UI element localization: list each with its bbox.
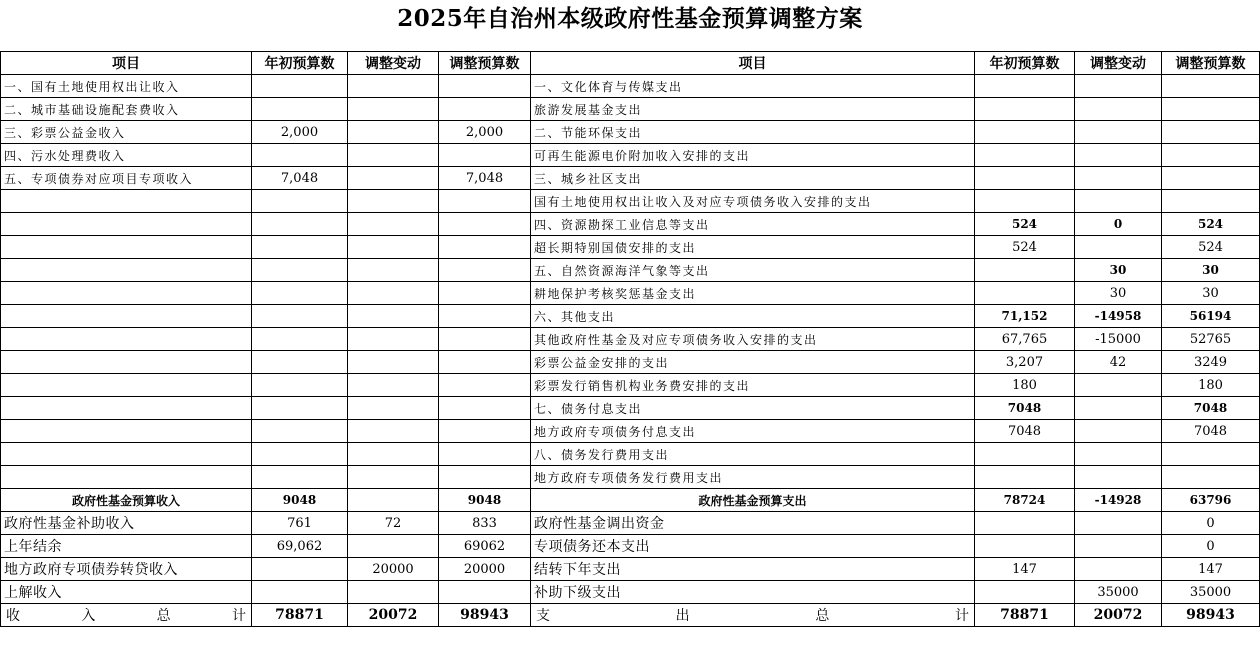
income-adjusted-value xyxy=(439,259,531,282)
income-adjustment-value xyxy=(348,305,439,328)
income-adjusted-value xyxy=(439,328,531,351)
income-adjustment-value xyxy=(348,351,439,374)
total-label-char: 收 xyxy=(6,608,20,624)
income-item-label xyxy=(1,443,252,466)
expense-initial-value xyxy=(975,144,1075,167)
header-adjusted-budget: 调整预算数 xyxy=(439,52,531,75)
income-initial-value xyxy=(252,98,348,121)
income-adjusted-value xyxy=(439,466,531,489)
expense-adjusted-value: 7048 xyxy=(1162,420,1260,443)
expense-item-label: 彩票公益金安排的支出 xyxy=(531,351,975,374)
expense-initial-value: 7048 xyxy=(975,397,1075,420)
income-item-label: 地方政府专项债券转贷收入 xyxy=(1,558,252,581)
income-adjustment-value: 72 xyxy=(348,512,439,535)
expense-adjusted-value: 35000 xyxy=(1162,581,1260,604)
expense-initial-value xyxy=(975,466,1075,489)
income-initial-value xyxy=(252,558,348,581)
expense-initial-value xyxy=(975,512,1075,535)
income-initial-value xyxy=(252,305,348,328)
table-row xyxy=(1,328,1260,351)
expense-initial-value: 180 xyxy=(975,374,1075,397)
table-row xyxy=(1,581,1260,604)
expense-item-label: 补助下级支出 xyxy=(531,581,975,604)
income-adjustment-value xyxy=(348,190,439,213)
income-item-label xyxy=(1,328,252,351)
expense-adjustment-value xyxy=(1075,374,1162,397)
table-row xyxy=(1,397,1260,420)
expense-initial-value xyxy=(975,167,1075,190)
page-title: 2025年自治州本级政府性基金预算调整方案 xyxy=(397,5,863,32)
table-row xyxy=(1,121,1260,144)
expense-initial-value: 7048 xyxy=(975,420,1075,443)
expense-adjustment-value xyxy=(1075,466,1162,489)
income-adjustment-value xyxy=(348,328,439,351)
income-adjustment-value xyxy=(348,236,439,259)
expense-item-label: 六、其他支出 xyxy=(531,305,975,328)
expense-item-label: 超长期特别国债安排的支出 xyxy=(531,236,975,259)
expense-adjusted-value xyxy=(1162,144,1260,167)
expense-initial-value xyxy=(975,190,1075,213)
income-item-label xyxy=(1,466,252,489)
expense-initial-value xyxy=(975,443,1075,466)
table-row xyxy=(1,75,1260,98)
income-item-label: 上解收入 xyxy=(1,581,252,604)
table-row xyxy=(1,512,1260,535)
table-row xyxy=(1,374,1260,397)
income-adjustment-value xyxy=(348,98,439,121)
income-item-label xyxy=(1,420,252,443)
income-initial-value xyxy=(252,213,348,236)
expense-adjustment-value: 30 xyxy=(1075,282,1162,305)
income-item-label xyxy=(1,236,252,259)
income-adjustment-value xyxy=(348,167,439,190)
header-item: 项目 xyxy=(1,52,252,75)
expense-adjustment-value xyxy=(1075,420,1162,443)
income-initial-value xyxy=(252,466,348,489)
expense-item-label: 地方政府专项债务付息支出 xyxy=(531,420,975,443)
expense-summary-adjusted: 63796 xyxy=(1162,489,1260,512)
expense-adjustment-value xyxy=(1075,397,1162,420)
income-adjustment-value: 20000 xyxy=(348,558,439,581)
expense-adjustment-value: 42 xyxy=(1075,351,1162,374)
expense-adjustment-value xyxy=(1075,167,1162,190)
expense-adjusted-value xyxy=(1162,121,1260,144)
expense-initial-value xyxy=(975,121,1075,144)
expense-adjustment-value: -15000 xyxy=(1075,328,1162,351)
expense-adjusted-value xyxy=(1162,75,1260,98)
income-adjusted-value xyxy=(439,351,531,374)
expense-adjustment-value xyxy=(1075,512,1162,535)
table-row xyxy=(1,259,1260,282)
income-summary-label: 政府性基金预算收入 xyxy=(1,489,252,512)
expense-item-label: 一、文化体育与传媒支出 xyxy=(531,75,975,98)
expense-adjusted-value xyxy=(1162,443,1260,466)
total-row xyxy=(1,604,1260,627)
total-label-char: 入 xyxy=(81,608,96,624)
header-adjustment: 调整变动 xyxy=(348,52,439,75)
income-item-label xyxy=(1,259,252,282)
income-adjusted-value xyxy=(439,305,531,328)
expense-item-label: 专项债务还本支出 xyxy=(531,535,975,558)
header-row xyxy=(1,52,1260,75)
table-row xyxy=(1,558,1260,581)
income-summary-adjusted: 9048 xyxy=(439,489,531,512)
expense-initial-value xyxy=(975,98,1075,121)
expense-adjusted-value: 7048 xyxy=(1162,397,1260,420)
income-initial-value xyxy=(252,328,348,351)
expense-adjustment-value: -14958 xyxy=(1075,305,1162,328)
income-item-label: 四、污水处理费收入 xyxy=(1,144,252,167)
expense-initial-value: 524 xyxy=(975,213,1075,236)
expense-adjustment-value xyxy=(1075,144,1162,167)
income-initial-value xyxy=(252,397,348,420)
income-initial-value xyxy=(252,351,348,374)
expense-item-label: 耕地保护考核奖惩基金支出 xyxy=(531,282,975,305)
expense-total-initial: 78871 xyxy=(975,604,1075,627)
income-adjustment-value xyxy=(348,581,439,604)
expense-initial-value xyxy=(975,282,1075,305)
expense-item-label: 二、节能环保支出 xyxy=(531,121,975,144)
expense-adjustment-value: 35000 xyxy=(1075,581,1162,604)
income-adjustment-value xyxy=(348,213,439,236)
income-adjustment-value xyxy=(348,420,439,443)
income-initial-value xyxy=(252,581,348,604)
total-label-char: 出 xyxy=(675,608,690,624)
table-row xyxy=(1,190,1260,213)
income-item-label xyxy=(1,374,252,397)
income-initial-value xyxy=(252,75,348,98)
income-item-label xyxy=(1,397,252,420)
income-total-label xyxy=(1,604,252,627)
income-adjusted-value xyxy=(439,397,531,420)
income-item-label xyxy=(1,190,252,213)
table-row xyxy=(1,167,1260,190)
expense-item-label: 三、城乡社区支出 xyxy=(531,167,975,190)
income-adjustment-value xyxy=(348,535,439,558)
expense-item-label: 彩票发行销售机构业务费安排的支出 xyxy=(531,374,975,397)
expense-item-label: 地方政府专项债务发行费用支出 xyxy=(531,466,975,489)
income-initial-value xyxy=(252,282,348,305)
expense-initial-value xyxy=(975,75,1075,98)
expense-adjusted-value: 56194 xyxy=(1162,305,1260,328)
expense-adjusted-value: 0 xyxy=(1162,535,1260,558)
expense-adjusted-value: 180 xyxy=(1162,374,1260,397)
header-adjustment: 调整变动 xyxy=(1075,52,1162,75)
expense-initial-value xyxy=(975,259,1075,282)
income-adjusted-value: 69062 xyxy=(439,535,531,558)
expense-adjusted-value: 0 xyxy=(1162,512,1260,535)
income-adjustment-value xyxy=(348,374,439,397)
income-initial-value xyxy=(252,374,348,397)
income-initial-value xyxy=(252,420,348,443)
income-adjusted-value: 20000 xyxy=(439,558,531,581)
header-initial-budget: 年初预算数 xyxy=(252,52,348,75)
expense-adjustment-value xyxy=(1075,190,1162,213)
expense-adjusted-value xyxy=(1162,167,1260,190)
expense-item-label: 结转下年支出 xyxy=(531,558,975,581)
income-initial-value: 2,000 xyxy=(252,121,348,144)
income-adjusted-value xyxy=(439,144,531,167)
income-summary-adjustment xyxy=(348,489,439,512)
expense-adjusted-value: 147 xyxy=(1162,558,1260,581)
total-label-char: 计 xyxy=(954,608,969,624)
expense-adjusted-value: 524 xyxy=(1162,213,1260,236)
table-row xyxy=(1,98,1260,121)
expense-total-adjustment: 20072 xyxy=(1075,604,1162,627)
expense-item-label: 七、债务付息支出 xyxy=(531,397,975,420)
total-label-char: 总 xyxy=(815,608,830,624)
income-initial-value xyxy=(252,144,348,167)
income-total-adjusted: 98943 xyxy=(439,604,531,627)
header-adjusted-budget: 调整预算数 xyxy=(1162,52,1260,75)
expense-adjustment-value xyxy=(1075,535,1162,558)
expense-total-label xyxy=(531,604,975,627)
income-adjusted-value xyxy=(439,374,531,397)
income-initial-value: 69,062 xyxy=(252,535,348,558)
income-item-label: 五、专项债券对应项目专项收入 xyxy=(1,167,252,190)
income-initial-value: 7,048 xyxy=(252,167,348,190)
expense-adjusted-value: 30 xyxy=(1162,282,1260,305)
table-row xyxy=(1,466,1260,489)
expense-adjustment-value xyxy=(1075,121,1162,144)
expense-adjustment-value xyxy=(1075,443,1162,466)
income-adjustment-value xyxy=(348,282,439,305)
header-initial-budget: 年初预算数 xyxy=(975,52,1075,75)
expense-adjustment-value: 0 xyxy=(1075,213,1162,236)
income-item-label: 二、城市基础设施配套费收入 xyxy=(1,98,252,121)
income-adjusted-value xyxy=(439,190,531,213)
income-adjusted-value xyxy=(439,75,531,98)
summary-row xyxy=(1,489,1260,512)
table-row xyxy=(1,236,1260,259)
income-item-label: 三、彩票公益金收入 xyxy=(1,121,252,144)
income-adjustment-value xyxy=(348,121,439,144)
expense-initial-value xyxy=(975,535,1075,558)
expense-item-label: 国有土地使用权出让收入及对应专项债务收入安排的支出 xyxy=(531,190,975,213)
income-initial-value xyxy=(252,236,348,259)
expense-adjustment-value xyxy=(1075,98,1162,121)
income-item-label: 上年结余 xyxy=(1,535,252,558)
total-label-char: 支 xyxy=(536,608,550,624)
expense-adjusted-value xyxy=(1162,190,1260,213)
expense-item-label: 四、资源勘探工业信息等支出 xyxy=(531,213,975,236)
expense-summary-initial: 78724 xyxy=(975,489,1075,512)
expense-initial-value: 3,207 xyxy=(975,351,1075,374)
table-row xyxy=(1,305,1260,328)
expense-adjusted-value: 52765 xyxy=(1162,328,1260,351)
expense-initial-value: 147 xyxy=(975,558,1075,581)
expense-initial-value: 67,765 xyxy=(975,328,1075,351)
expense-item-label: 可再生能源电价附加收入安排的支出 xyxy=(531,144,975,167)
table-row xyxy=(1,420,1260,443)
expense-adjusted-value xyxy=(1162,98,1260,121)
expense-adjusted-value: 524 xyxy=(1162,236,1260,259)
table-row xyxy=(1,213,1260,236)
income-adjustment-value xyxy=(348,259,439,282)
expense-item-label: 其他政府性基金及对应专项债务收入安排的支出 xyxy=(531,328,975,351)
expense-initial-value xyxy=(975,581,1075,604)
expense-summary-label: 政府性基金预算支出 xyxy=(531,489,975,512)
income-adjusted-value xyxy=(439,581,531,604)
income-adjusted-value xyxy=(439,213,531,236)
expense-initial-value: 71,152 xyxy=(975,305,1075,328)
budget-table xyxy=(0,51,1260,627)
income-adjustment-value xyxy=(348,397,439,420)
income-summary-initial: 9048 xyxy=(252,489,348,512)
expense-adjustment-value xyxy=(1075,236,1162,259)
income-item-label xyxy=(1,213,252,236)
income-initial-value xyxy=(252,443,348,466)
income-item-label: 政府性基金补助收入 xyxy=(1,512,252,535)
expense-item-label: 旅游发展基金支出 xyxy=(531,98,975,121)
income-adjusted-value xyxy=(439,98,531,121)
expense-initial-value: 524 xyxy=(975,236,1075,259)
total-label-char: 总 xyxy=(156,608,171,624)
expense-summary-adjustment: -14928 xyxy=(1075,489,1162,512)
income-adjustment-value xyxy=(348,75,439,98)
table-row xyxy=(1,144,1260,167)
income-item-label xyxy=(1,305,252,328)
income-total-initial: 78871 xyxy=(252,604,348,627)
income-adjusted-value xyxy=(439,420,531,443)
expense-adjusted-value: 30 xyxy=(1162,259,1260,282)
expense-item-label: 五、自然资源海洋气象等支出 xyxy=(531,259,975,282)
income-adjusted-value xyxy=(439,282,531,305)
expense-adjustment-value xyxy=(1075,558,1162,581)
income-item-label: 一、国有土地使用权出让收入 xyxy=(1,75,252,98)
expense-adjusted-value: 3249 xyxy=(1162,351,1260,374)
income-adjustment-value xyxy=(348,443,439,466)
table-row xyxy=(1,351,1260,374)
table-row xyxy=(1,443,1260,466)
total-label-char: 计 xyxy=(231,608,246,624)
income-adjusted-value: 2,000 xyxy=(439,121,531,144)
expense-adjusted-value xyxy=(1162,466,1260,489)
income-item-label xyxy=(1,351,252,374)
income-adjustment-value xyxy=(348,466,439,489)
income-adjusted-value: 833 xyxy=(439,512,531,535)
income-adjusted-value: 7,048 xyxy=(439,167,531,190)
income-item-label xyxy=(1,282,252,305)
income-initial-value xyxy=(252,190,348,213)
income-adjusted-value xyxy=(439,236,531,259)
expense-item-label: 政府性基金调出资金 xyxy=(531,512,975,535)
expense-adjustment-value xyxy=(1075,75,1162,98)
expense-total-adjusted: 98943 xyxy=(1162,604,1260,627)
expense-adjustment-value: 30 xyxy=(1075,259,1162,282)
table-row xyxy=(1,282,1260,305)
income-initial-value xyxy=(252,259,348,282)
income-initial-value: 761 xyxy=(252,512,348,535)
income-adjusted-value xyxy=(439,443,531,466)
income-total-adjustment: 20072 xyxy=(348,604,439,627)
table-row xyxy=(1,535,1260,558)
expense-item-label: 八、债务发行费用支出 xyxy=(531,443,975,466)
header-item: 项目 xyxy=(531,52,975,75)
income-adjustment-value xyxy=(348,144,439,167)
